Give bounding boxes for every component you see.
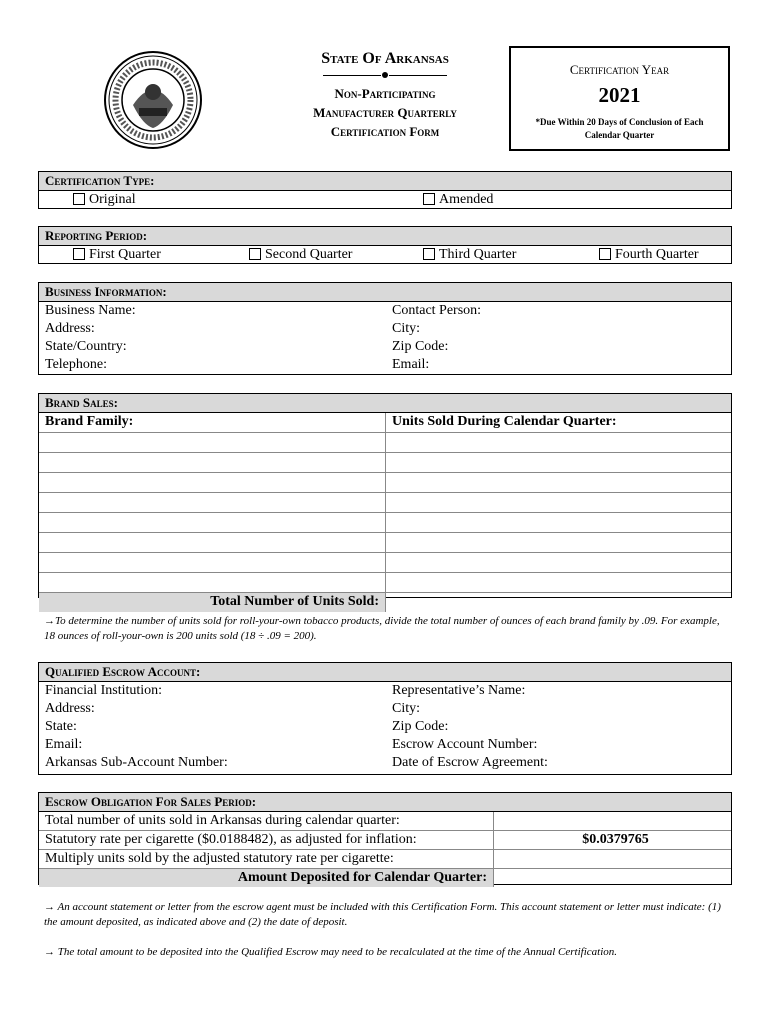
- brand-family-input[interactable]: [39, 473, 386, 492]
- units-sold-input[interactable]: [386, 493, 731, 512]
- escrow-account-number-field[interactable]: Escrow Account Number:: [392, 737, 538, 752]
- section-heading: Brand Sales:: [39, 394, 731, 413]
- cert-due-note-2: Calendar Quarter: [584, 130, 655, 140]
- title-state: State Of Arkansas: [321, 50, 449, 67]
- brand-family-input[interactable]: [39, 433, 386, 452]
- state-country-field[interactable]: State/Country:: [45, 339, 127, 354]
- brand-row: [39, 552, 731, 572]
- business-name-field[interactable]: Business Name:: [45, 303, 136, 318]
- brand-family-input[interactable]: [39, 493, 386, 512]
- brand-family-input[interactable]: [39, 553, 386, 572]
- first-quarter-checkbox[interactable]: [73, 248, 85, 260]
- account-statement-note: → An account statement or letter from the escrow agent must be included with this Certification Form. This account statement or letter must indicate: (1) the amount deposited, as indicated above and (2) the date of deposit.: [44, 901, 721, 928]
- units-sold-arkansas-label: Total number of units sold in Arkansas during calendar quarter:: [39, 812, 494, 830]
- brand-family-input[interactable]: [39, 513, 386, 532]
- recalculation-note: → The total amount to be deposited into the Qualified Escrow may need to be recalculated at the time of the Annual Certification.: [44, 946, 618, 958]
- brand-row: [39, 532, 731, 552]
- first-quarter-label: First Quarter: [89, 247, 161, 262]
- section-heading: Business Information:: [39, 283, 731, 302]
- units-sold-header: Units Sold During Calendar Quarter:: [392, 414, 617, 429]
- title-divider: [280, 72, 490, 78]
- certification-type-section: [38, 171, 732, 209]
- cert-due-note-1: *Due Within 20 Days of Conclusion of Each: [535, 117, 704, 127]
- fourth-quarter-label: Fourth Quarter: [615, 247, 699, 262]
- brand-row: [39, 572, 731, 592]
- statutory-rate-label: Statutory rate per cigarette ($0.0188482), as adjusted for inflation:: [39, 831, 494, 849]
- units-sold-input[interactable]: [386, 553, 731, 572]
- section-heading: Escrow Obligation For Sales Period:: [39, 793, 731, 812]
- escrow-agreement-date-field[interactable]: Date of Escrow Agreement:: [392, 755, 548, 770]
- brand-row: [39, 452, 731, 472]
- units-sold-input[interactable]: [386, 513, 731, 532]
- escrow-account-section: [38, 662, 732, 775]
- brand-row: [39, 512, 731, 532]
- address-field[interactable]: Address:: [45, 321, 95, 336]
- brand-family-input[interactable]: [39, 533, 386, 552]
- sub-account-number-field[interactable]: Arkansas Sub-Account Number:: [45, 755, 228, 770]
- fourth-quarter-checkbox[interactable]: [599, 248, 611, 260]
- contact-person-field[interactable]: Contact Person:: [392, 303, 482, 318]
- cert-year-value[interactable]: 2021: [598, 83, 641, 107]
- title-line-4: Certification Form: [330, 124, 440, 139]
- business-information-section: [38, 282, 732, 375]
- brand-row: [39, 432, 731, 452]
- state-seal: [103, 50, 203, 150]
- third-quarter-label: Third Quarter: [439, 247, 517, 262]
- total-units-input[interactable]: [386, 593, 731, 612]
- certification-year-box: [509, 46, 730, 151]
- brand-family-input[interactable]: [39, 573, 386, 592]
- amount-deposited-label: Amount Deposited for Calendar Quarter:: [39, 869, 494, 887]
- amount-deposited-input[interactable]: [494, 869, 731, 887]
- escrow-address-field[interactable]: Address:: [45, 701, 95, 716]
- ryo-note: →To determine the number of units sold for roll-your-own tobacco products, divide the total number of ounces of each brand family by .09. For example, 18 ounces of roll-your-own is 200 units sold (18 ÷ .09 = 200).: [44, 615, 720, 642]
- original-label: Original: [89, 192, 136, 207]
- reporting-period-section: [38, 226, 732, 264]
- brand-sales-section: [38, 393, 732, 609]
- units-sold-input[interactable]: [386, 573, 731, 592]
- total-units-label: Total Number of Units Sold:: [39, 593, 386, 612]
- brand-row: [39, 492, 731, 512]
- statutory-rate-value: $0.0379765: [582, 832, 649, 847]
- section-heading: Reporting Period:: [39, 227, 731, 246]
- title-line-3: Manufacturer Quarterly: [313, 105, 457, 120]
- financial-institution-field[interactable]: Financial Institution:: [45, 683, 163, 698]
- escrow-zip-field[interactable]: Zip Code:: [392, 719, 449, 734]
- section-heading: Certification Type:: [39, 172, 731, 191]
- email-field[interactable]: Email:: [392, 357, 430, 372]
- escrow-city-field[interactable]: City:: [392, 701, 421, 716]
- form-title: [280, 50, 490, 141]
- brand-row: [39, 472, 731, 492]
- units-sold-input[interactable]: [386, 433, 731, 452]
- brand-family-input[interactable]: [39, 453, 386, 472]
- amended-checkbox[interactable]: [423, 193, 435, 205]
- units-sold-input[interactable]: [386, 453, 731, 472]
- second-quarter-checkbox[interactable]: [249, 248, 261, 260]
- brand-family-header: Brand Family:: [39, 413, 386, 432]
- multiply-result-input[interactable]: [494, 850, 731, 868]
- representative-name-field[interactable]: Representative’s Name:: [392, 683, 526, 698]
- units-sold-input[interactable]: [386, 533, 731, 552]
- city-field[interactable]: City:: [392, 321, 421, 336]
- cert-year-label: Certification Year: [569, 62, 670, 77]
- units-sold-arkansas-input[interactable]: [494, 812, 731, 830]
- escrow-obligation-section: [38, 792, 732, 885]
- zip-code-field[interactable]: Zip Code:: [392, 339, 449, 354]
- escrow-state-field[interactable]: State:: [45, 719, 77, 734]
- multiply-label: Multiply units sold by the adjusted statutory rate per cigarette:: [39, 850, 494, 868]
- title-line-2: Non-Participating: [334, 86, 436, 101]
- telephone-field[interactable]: Telephone:: [45, 357, 107, 372]
- escrow-email-field[interactable]: Email:: [45, 737, 83, 752]
- third-quarter-checkbox[interactable]: [423, 248, 435, 260]
- section-heading: Qualified Escrow Account:: [39, 663, 731, 682]
- units-sold-input[interactable]: [386, 473, 731, 492]
- second-quarter-label: Second Quarter: [265, 247, 353, 262]
- amended-label: Amended: [439, 192, 494, 207]
- original-checkbox[interactable]: [73, 193, 85, 205]
